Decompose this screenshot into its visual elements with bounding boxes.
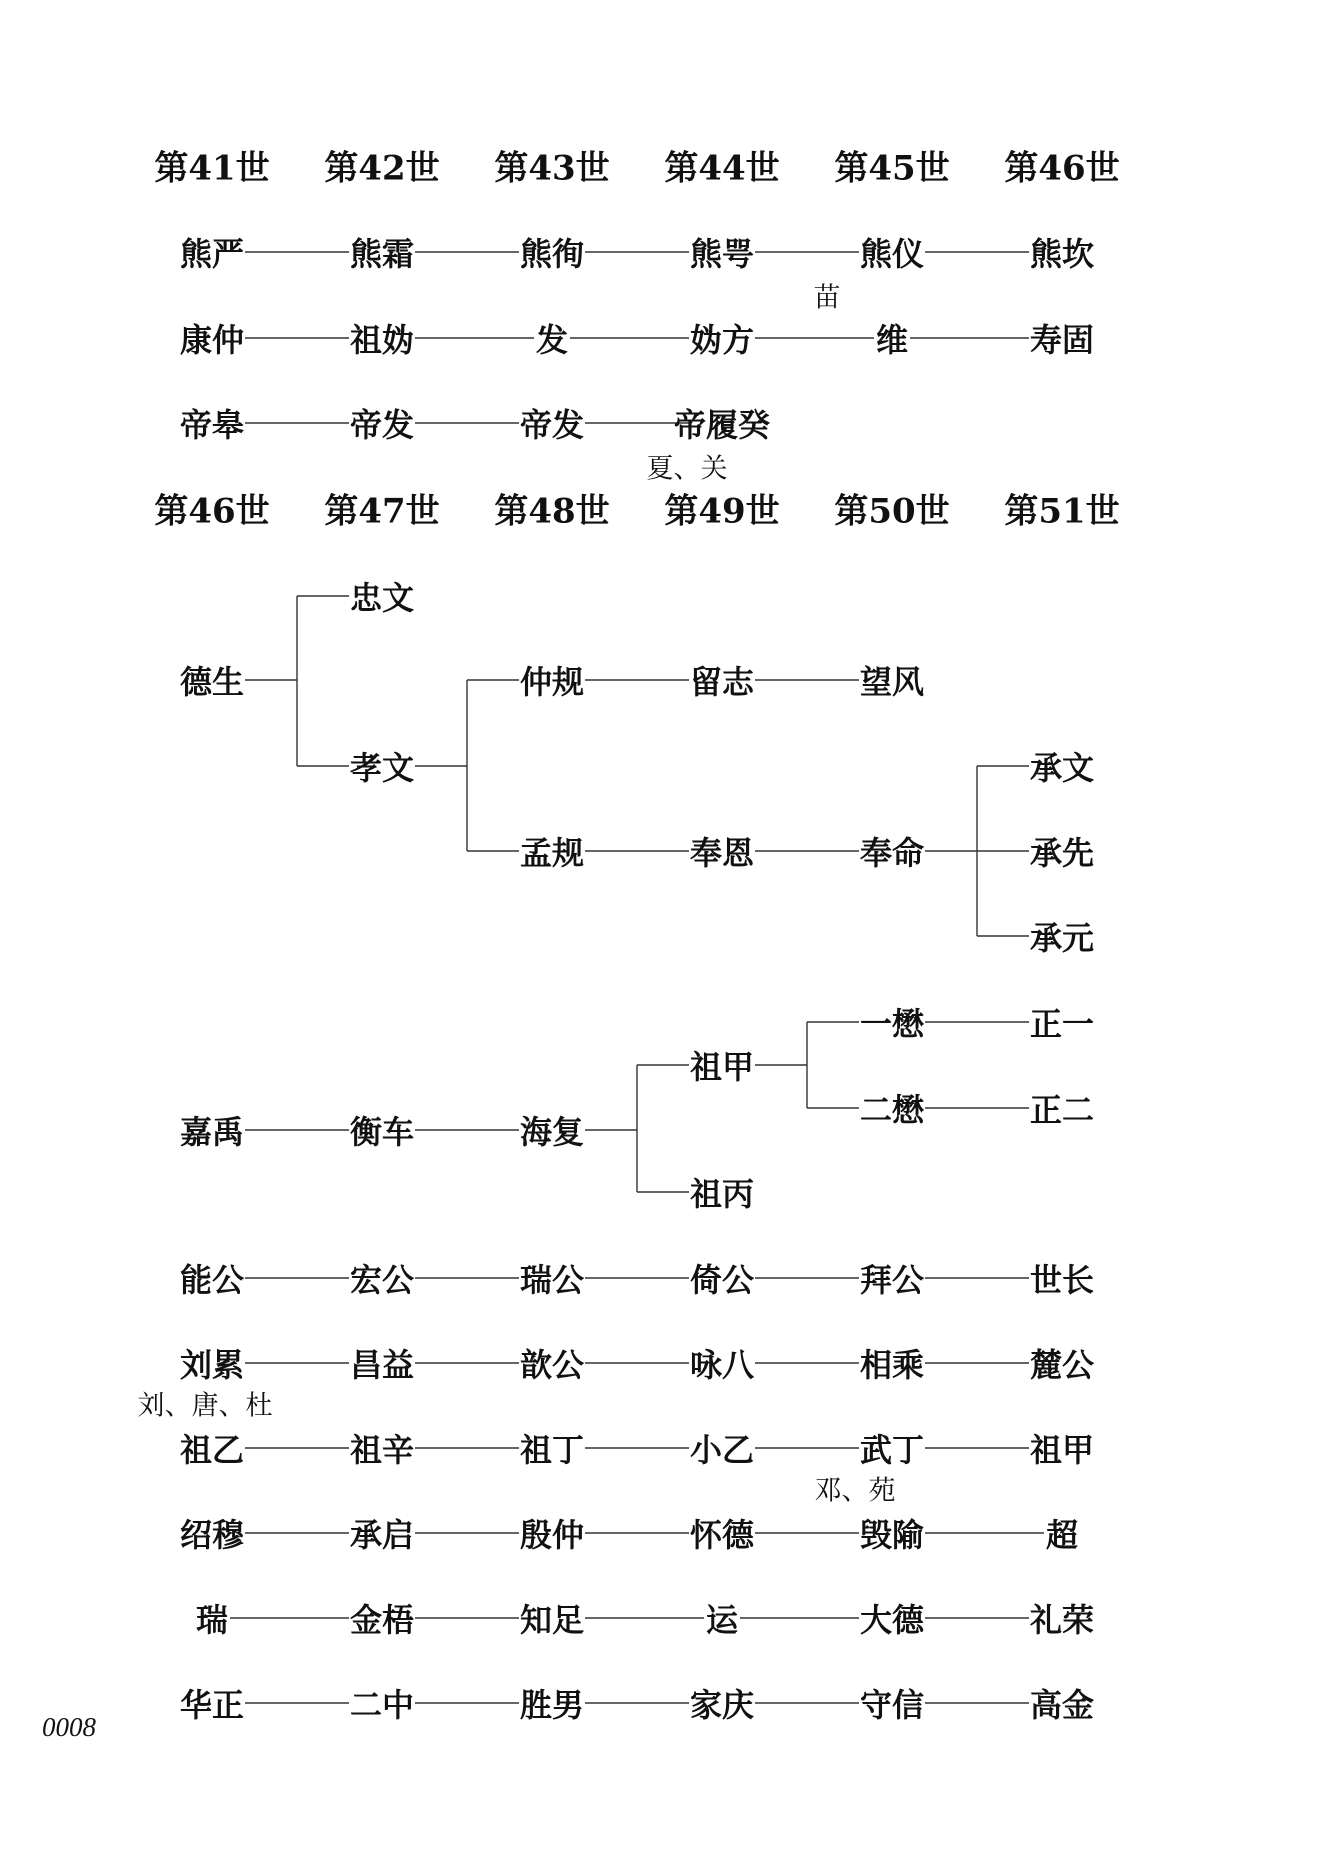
lineage-chain-bottom-member: 运 <box>705 1601 739 1639</box>
tree-child-name: 海复 <box>519 1113 585 1151</box>
lineage-chain-top-member: 寿固 <box>1029 321 1095 359</box>
tree-child-name: 正二 <box>1029 1091 1095 1129</box>
generation-header: 第51世 <box>1004 491 1120 532</box>
tree-child-name: 留志 <box>689 663 755 701</box>
lineage-chain-bottom-member: 二中 <box>349 1686 415 1724</box>
lineage-chain-bottom-member: 能公 <box>179 1261 245 1299</box>
lineage-chain-bottom-member: 祖乙 <box>179 1431 245 1469</box>
lineage-chain-bottom-member: 昌益 <box>349 1346 415 1384</box>
lineage-chain-bottom-member: 超 <box>1045 1516 1079 1554</box>
lineage-chain-bottom-member: 胜男 <box>519 1686 585 1724</box>
lineage-chain-top-member: 帝发 <box>349 406 415 444</box>
lineage-chain-bottom-member: 守信 <box>859 1686 925 1724</box>
lineage-chain-bottom-member: 知足 <box>519 1601 585 1639</box>
tree-child-name: 孟规 <box>519 834 585 872</box>
tree-child-name: 承文 <box>1029 749 1095 787</box>
tree-child-name: 一懋 <box>859 1005 925 1043</box>
lineage-chain-top-member: 发 <box>535 321 569 359</box>
lineage-chain-bottom-member: 刘累 <box>179 1346 245 1384</box>
lineage-chain-top-member: 维 <box>875 321 909 359</box>
page-number: 0008 <box>42 1712 96 1742</box>
lineage-chain-bottom-member: 宏公 <box>349 1261 415 1299</box>
lineage-chain-bottom-member: 怀德 <box>689 1516 755 1554</box>
surname-annotation: 夏、关 <box>646 453 728 485</box>
tree-child-name: 祖丙 <box>689 1175 755 1213</box>
surname-annotation: 刘、唐、杜 <box>137 1390 273 1422</box>
tree-child-name: 忠文 <box>349 579 415 617</box>
lineage-chain-top-member: 熊坎 <box>1029 235 1095 273</box>
tree-child-name: 祖甲 <box>689 1048 755 1086</box>
lineage-chain-bottom-member: 承启 <box>349 1516 415 1554</box>
lineage-chain-bottom-member: 大德 <box>859 1601 925 1639</box>
lineage-chain-top-member: 康仲 <box>179 321 245 359</box>
lineage-chain-bottom-member: 华正 <box>179 1686 245 1724</box>
lineage-chain-bottom-member: 相乘 <box>859 1346 925 1384</box>
generation-header: 第42世 <box>324 148 440 189</box>
lineage-chain-bottom-member: 瑞 <box>195 1601 229 1639</box>
lineage-chain-top-member: 帝履癸 <box>673 406 771 444</box>
tree-child-name: 奉恩 <box>689 834 755 872</box>
generation-header: 第41世 <box>154 148 270 189</box>
tree-child-name: 衡车 <box>349 1113 415 1151</box>
lineage-chain-bottom-member: 礼荣 <box>1029 1601 1095 1639</box>
lineage-chain-top-member: 熊徇 <box>519 235 585 273</box>
tree-root-name: 嘉禹 <box>179 1113 245 1151</box>
tree-child-name: 奉命 <box>859 834 925 872</box>
lineage-chain-bottom-member: 拜公 <box>859 1261 925 1299</box>
lineage-chain-bottom-member: 世长 <box>1029 1261 1095 1299</box>
generation-header: 第50世 <box>834 491 950 532</box>
tree-child-name: 承元 <box>1029 919 1095 957</box>
surname-annotation: 邓、苑 <box>814 1475 896 1507</box>
lineage-chain-bottom-member: 殷仲 <box>519 1516 585 1554</box>
tree-child-name: 承先 <box>1029 834 1095 872</box>
generation-header: 第49世 <box>664 491 780 532</box>
generation-header: 第46世 <box>1004 148 1120 189</box>
lineage-chain-top-member: 帝皋 <box>179 406 245 444</box>
generation-header: 第47世 <box>324 491 440 532</box>
tree-child-name: 二懋 <box>859 1091 925 1129</box>
lineage-chain-bottom-member: 家庆 <box>689 1686 755 1724</box>
lineage-chain-top-member: 祖妫 <box>349 321 415 359</box>
lineage-chain-bottom-member: 咏八 <box>689 1346 755 1384</box>
generation-header: 第45世 <box>834 148 950 189</box>
tree-child-name: 仲规 <box>519 663 585 701</box>
lineage-chain-bottom-member: 金梧 <box>349 1601 415 1639</box>
tree-child-name: 正一 <box>1029 1005 1095 1043</box>
lineage-chain-bottom-member: 祖辛 <box>349 1431 415 1469</box>
generation-header: 第44世 <box>664 148 780 189</box>
tree-root-name: 德生 <box>179 663 245 701</box>
tree-child-name: 望风 <box>859 663 925 701</box>
lineage-chain-bottom-member: 麓公 <box>1029 1346 1095 1384</box>
lineage-chain-bottom-member: 武丁 <box>859 1431 925 1469</box>
generation-header: 第46世 <box>154 491 270 532</box>
surname-annotation: 苗 <box>813 282 841 314</box>
lineage-chain-top-member: 熊霜 <box>349 235 415 273</box>
lineage-chain-bottom-member: 绍穆 <box>179 1516 245 1554</box>
lineage-chain-bottom-member: 倚公 <box>689 1261 755 1299</box>
lineage-chain-top-member: 熊严 <box>179 235 245 273</box>
lineage-chain-bottom-member: 毁隃 <box>859 1516 925 1554</box>
lineage-chain-top-member: 妫方 <box>689 321 755 359</box>
lineage-chain-top-member: 熊咢 <box>689 235 755 273</box>
lineage-chain-bottom-member: 祖丁 <box>519 1431 585 1469</box>
lineage-chain-bottom-member: 高金 <box>1029 1686 1095 1724</box>
generation-header: 第43世 <box>494 148 610 189</box>
lineage-chain-bottom-member: 祖甲 <box>1029 1431 1095 1469</box>
lineage-chain-bottom-member: 小乙 <box>689 1431 755 1469</box>
lineage-chain-top-member: 帝发 <box>519 406 585 444</box>
generation-header: 第48世 <box>494 491 610 532</box>
lineage-chain-bottom-member: 歆公 <box>519 1346 585 1384</box>
tree-child-name: 孝文 <box>349 749 415 787</box>
lineage-chain-bottom-member: 瑞公 <box>519 1261 585 1299</box>
lineage-chain-top-member: 熊仪 <box>859 235 925 273</box>
